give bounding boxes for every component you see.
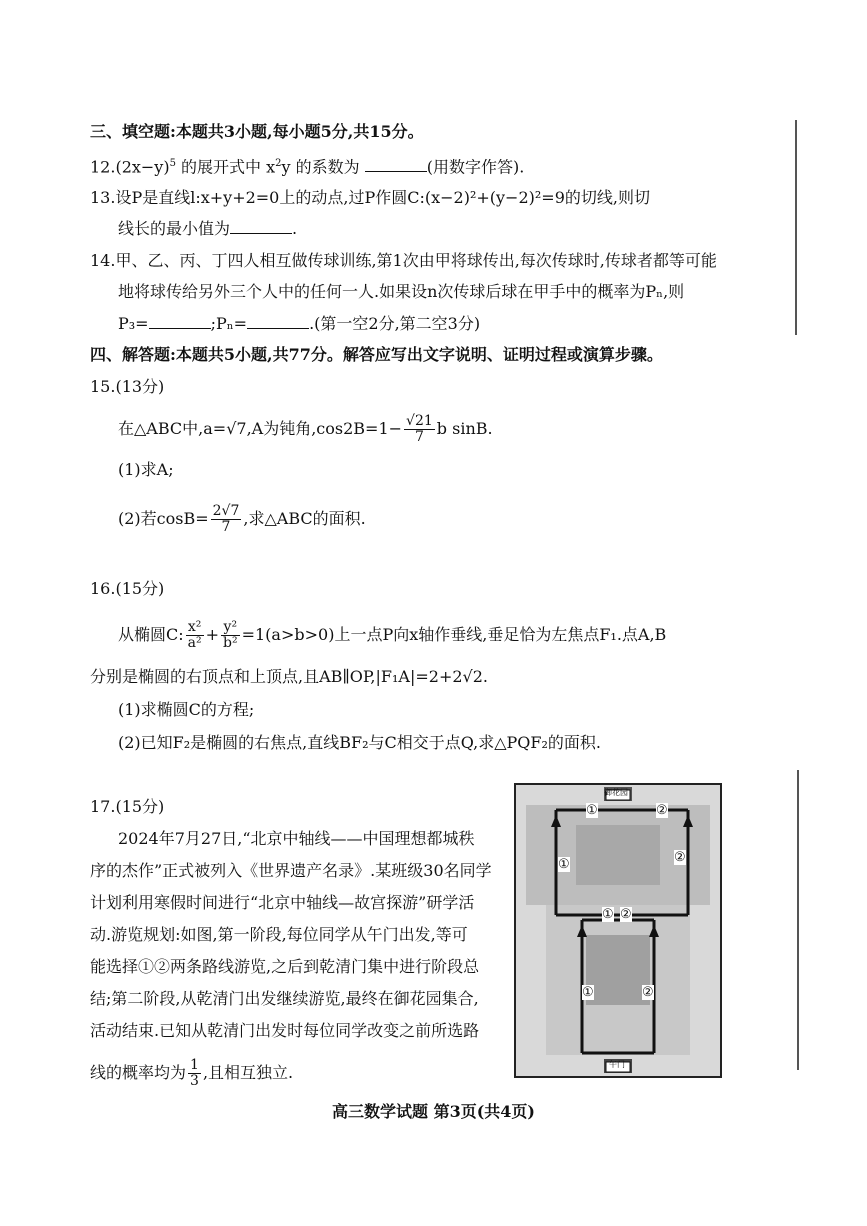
route-map-svg <box>516 785 720 1076</box>
question-15-head: 15.(13分) <box>90 377 165 396</box>
fraction-sqrt21-7: $\frac{√21}{7}$ <box>406 413 433 445</box>
answer-blank-13 <box>230 219 292 234</box>
question-13-line2: 线长的最小值为 . <box>118 219 298 238</box>
margin-rule-top <box>795 120 797 335</box>
question-17-line: 2024年7月27日,“北京中轴线——中国理想都城秩 <box>118 829 475 848</box>
map-label-meridian-gate: 午门 <box>609 1060 625 1069</box>
fraction-x2-a2: $\frac{\text{x²}}{\text{a²}}$ <box>187 619 202 651</box>
route-2-marker-top: ② <box>656 803 668 818</box>
question-17-line: 活动结束.已知从乾清门出发时每位同学改变之前所选路 <box>90 1021 480 1040</box>
question-14-line2: 地将球传给另外三个人中的任何一人.如果设n次传球后球在甲手中的概率为Pₙ,则 <box>118 282 685 301</box>
route-1-marker-upper: ① <box>558 857 570 872</box>
question-14-line1: 14.甲、乙、丙、丁四人相互做传球训练,第1次由甲将球传出,每次传球时,传球者都等可能 <box>90 251 717 270</box>
question-14-line3: P₃= ;Pₙ= .(第一空2分,第二空3分) <box>118 314 481 333</box>
fraction-1-3: $\frac{1}{3}$ <box>190 1057 199 1089</box>
question-16-part2: (2)已知F₂是椭圆的右焦点,直线BF₂与C相交于点Q,求△PQF₂的面积. <box>118 733 601 752</box>
route-1-marker-top: ① <box>586 803 598 818</box>
answer-blank-14a <box>149 314 211 329</box>
question-16-part1: (1)求椭圆C的方程; <box>118 700 255 719</box>
question-15-part1: (1)求A; <box>118 460 174 479</box>
question-13-line1: 13.设P是直线l:x+y+2=0上的动点,过P作圆C:(x−2)²+(y−2)²=9的切线,则切 <box>90 188 650 207</box>
route-1-marker-mid: ① <box>602 907 614 922</box>
section4-title: 四、解答题:本题共5小题,共77分。解答应写出文字说明、证明过程或演算步骤。 <box>90 345 663 364</box>
question-12: $12.(2x-y)^5$ 的展开式中 $x^2y$ 的系数为 (用数字作答). <box>90 157 525 177</box>
route-2-marker-lower: ② <box>642 985 654 1000</box>
question-17-line: 计划利用寒假时间进行“北京中轴线—故宫探游”研学活 <box>90 893 475 912</box>
forbidden-city-route-map <box>514 783 722 1078</box>
page-footer: 高三数学试题 第3页(共4页) <box>332 1102 535 1121</box>
margin-rule-bottom <box>797 770 799 1070</box>
question-15-part2: (2)若cosB= $\frac{2√7}{7}$ ,求△ABC的面积. <box>118 503 366 535</box>
fraction-y2-b2: $\frac{\text{y²}}{\text{b²}}$ <box>223 619 238 651</box>
question-17-head: 17.(15分) <box>90 797 165 816</box>
question-17-last-line: 线的概率均为 $\frac{1}{3}$ ,且相互独立. <box>90 1057 294 1089</box>
answer-blank-14b <box>247 314 309 329</box>
section3-title: 三、填空题:本题共3小题,每小题5分,共15分。 <box>90 122 424 141</box>
route-2-marker-mid: ② <box>620 907 632 922</box>
question-17-line: 能选择①②两条路线游览,之后到乾清门集中进行阶段总 <box>90 957 480 976</box>
question-17-line: 结;第二阶段,从乾清门出发继续游览,最终在御花园集合, <box>90 989 479 1008</box>
route-2-marker-upper: ② <box>674 850 686 865</box>
question-16-line2: 分别是椭圆的右顶点和上顶点,且AB∥OP,|F₁A|=2+2√2. <box>90 667 489 686</box>
fraction-2sqrt7-7: $\frac{2√7}{7}$ <box>212 503 240 535</box>
question-17-line: 序的杰作”正式被列入《世界遗产名录》.某班级30名同学 <box>90 861 492 880</box>
question-16-head: 16.(15分) <box>90 579 165 598</box>
map-label-imperial-garden: 御花园 <box>604 788 628 797</box>
question-17-line: 动.游览规划:如图,第一阶段,每位同学从午门出发,等可 <box>90 925 468 944</box>
question-16-stem: 从椭圆C: $\frac{\text{x²}}{\text{a²}}$ + $\frac{\text{y²}}{\text{b²}}$ =1(a>b>0)上一点P向x轴作垂线,垂足恰为左焦点F₁.点A,B <box>118 619 667 651</box>
answer-blank-12 <box>365 157 427 172</box>
route-1-marker-lower: ① <box>582 985 594 1000</box>
question-15-stem: 在△ABC中,a=√7,A为钝角,cos2B=1− $\frac{√21}{7}$ b sinB. <box>118 413 493 445</box>
